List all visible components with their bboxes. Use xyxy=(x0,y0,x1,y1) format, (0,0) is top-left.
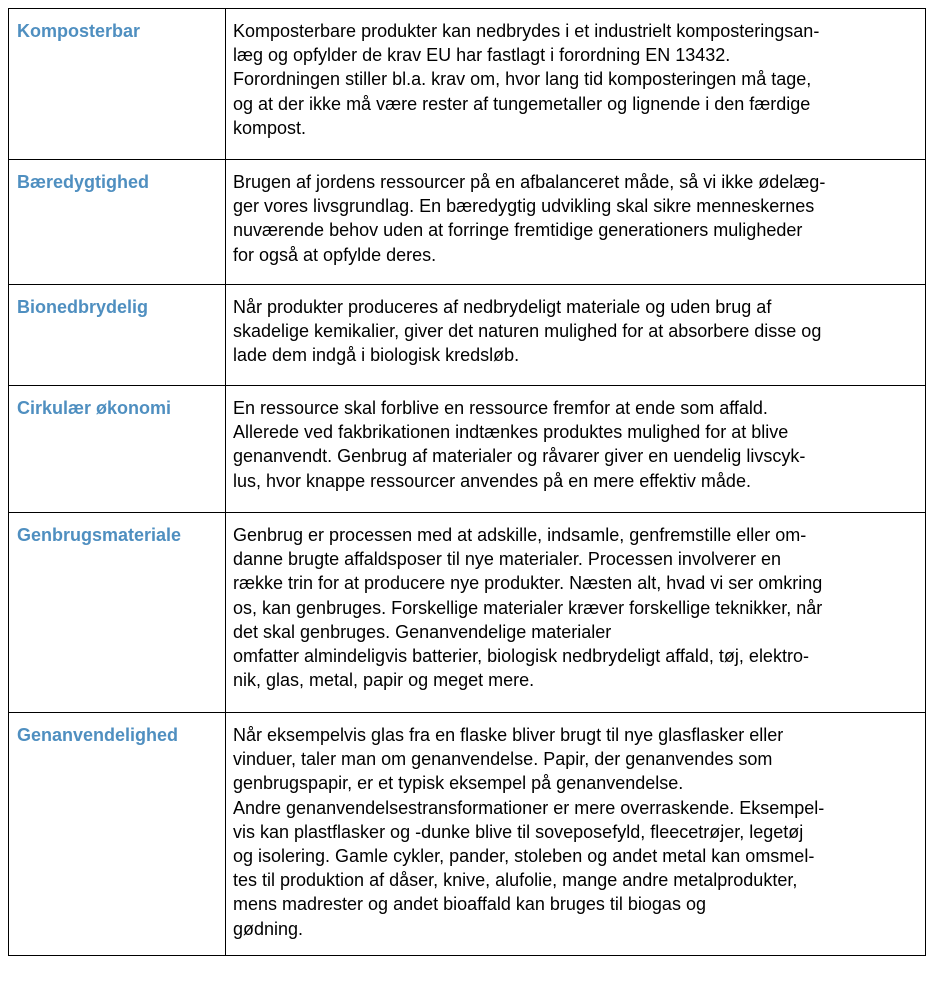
definition-line: Forordningen stiller bl.a. krav om, hvor lang tid komposteringen må tage, xyxy=(233,69,812,90)
definition-line: skadelige kemikalier, giver det naturen mulighed for at absorbere disse og xyxy=(233,321,822,342)
definition-cell xyxy=(226,713,926,956)
definition-line: række trin for at producere nye produkter. Næsten alt, hvad vi ser omkring xyxy=(233,573,823,594)
definition-line: lus, hvor knappe ressourcer anvendes på en mere effektiv måde. xyxy=(233,470,751,491)
term-label: Cirkulær økonomi xyxy=(17,398,172,418)
definition-line: kompost. xyxy=(233,117,307,138)
definition-cell xyxy=(226,160,926,285)
glossary-row xyxy=(9,160,926,285)
definition-text xyxy=(226,160,925,267)
definition-line: for også at opfylde deres. xyxy=(233,244,437,265)
definition-line: nik, glas, metal, papir og meget mere. xyxy=(233,670,535,691)
glossary-row xyxy=(9,9,926,160)
term-cell xyxy=(9,285,226,386)
definition-cell xyxy=(226,285,926,386)
definition-line: lade dem indgå i biologisk kredsløb. xyxy=(233,345,520,366)
term-cell xyxy=(9,9,226,160)
glossary-table xyxy=(8,8,926,956)
definition-line: Andre genanvendelsestransformationer er mere overraskende. Eksempel- xyxy=(233,797,825,818)
definition-text xyxy=(226,513,925,692)
definition-line: genanvendt. Genbrug af materialer og råvarer giver en uendelig livscyk- xyxy=(233,446,806,467)
definition-line: danne brugte affaldsposer til nye materialer. Processen involverer en xyxy=(233,549,781,570)
definition-line: En ressource skal forblive en ressource fremfor at ende som affald. xyxy=(233,398,768,418)
term-cell xyxy=(9,513,226,713)
definition-line: genbrugspapir, er et typisk eksempel på genanvendelse. xyxy=(233,773,684,794)
term-cell xyxy=(9,386,226,513)
definition-line: tes til produktion af dåser, knive, alufolie, mange andre metalprodukter, xyxy=(233,870,798,891)
definition-line: læg og opfylder de krav EU har fastlagt i forordning EN 13432. xyxy=(233,45,731,66)
term-cell xyxy=(9,160,226,285)
definition-line: Når eksempelvis glas fra en flaske bliver brugt til nye glasflasker eller xyxy=(233,725,784,745)
definition-line: Når produkter produceres af nedbrydeligt materiale og uden brug af xyxy=(233,297,772,317)
definition-line: og isolering. Gamle cykler, pander, stoleben og andet metal kan omsmel- xyxy=(233,846,815,867)
glossary-row xyxy=(9,285,926,386)
definition-line: nuværende behov uden at forringe fremtidige generationers muligheder xyxy=(233,220,803,241)
definition-cell xyxy=(226,386,926,513)
glossary-body xyxy=(9,9,926,956)
definition-line: vis kan plastflasker og -dunke blive til soveposefyld, fleecetrøjer, legetøj xyxy=(233,821,804,842)
definition-line: mens madrester og andet bioaffald kan bruges til biogas og xyxy=(233,894,706,915)
term-label: Genanvendelighed xyxy=(17,725,179,745)
definition-cell xyxy=(226,9,926,160)
definition-line: Genbrug er processen med at adskille, indsamle, genfremstille eller om- xyxy=(233,525,807,545)
definition-line: Allerede ved fakbrikationen indtænkes produktes mulighed for at blive xyxy=(233,422,789,443)
definition-line: Komposterbare produkter kan nedbrydes i et industrielt komposteringsan- xyxy=(233,21,820,41)
glossary-row xyxy=(9,713,926,956)
definition-text xyxy=(226,9,925,140)
definition-line: og at der ikke må være rester af tungemetaller og lignende i den færdige xyxy=(233,93,811,114)
term-cell xyxy=(9,713,226,956)
definition-line: gødning. xyxy=(233,918,304,939)
definition-line: os, kan genbruges. Forskellige materialer kræver forskellige teknikker, når xyxy=(233,597,823,618)
glossary-row xyxy=(9,513,926,713)
definition-line: det skal genbruges. Genanvendelige materialer xyxy=(233,621,612,642)
definition-line: omfatter almindeligvis batterier, biologisk nedbrydeligt affald, tøj, elektro- xyxy=(233,646,809,667)
term-label: Komposterbar xyxy=(17,21,141,41)
term-label: Bionedbrydelig xyxy=(17,297,149,317)
definition-text xyxy=(226,285,925,368)
term-label: Bæredygtighed xyxy=(17,172,150,192)
definition-line: vinduer, taler man om genanvendelse. Papir, der genanvendes som xyxy=(233,749,773,770)
definition-cell xyxy=(226,513,926,713)
glossary-row xyxy=(9,386,926,513)
definition-text xyxy=(226,713,925,941)
definition-text xyxy=(226,386,925,493)
definition-line: ger vores livsgrundlag. En bæredygtig udvikling skal sikre menneskernes xyxy=(233,196,815,217)
term-label: Genbrugsmateriale xyxy=(17,525,182,545)
definition-line: Brugen af jordens ressourcer på en afbalanceret måde, så vi ikke ødelæg- xyxy=(233,172,826,192)
